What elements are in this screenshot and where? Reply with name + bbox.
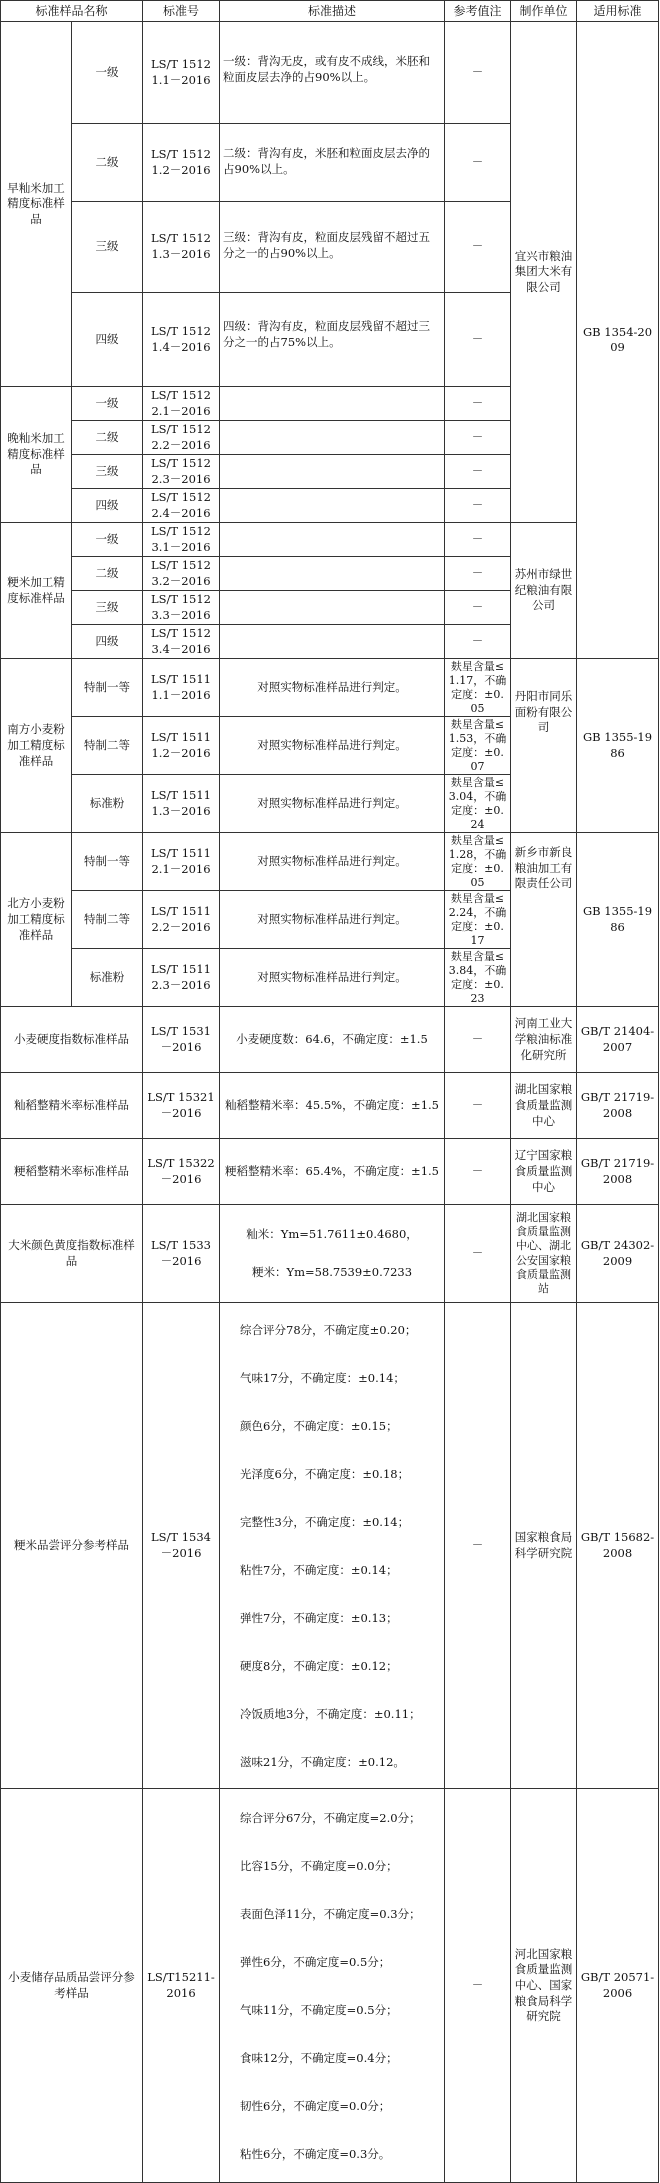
table-row: [1, 22, 659, 124]
grade-cell: 四级: [72, 489, 143, 523]
code-cell: LS/T 15121.1－2016: [143, 22, 220, 124]
applicable-cell: GB/T 21404-2007: [577, 1007, 659, 1073]
applicable-cell: GB 1355-1986: [577, 659, 659, 833]
code-cell: LS/T 15121.2－2016: [143, 124, 220, 202]
table-row: [1, 659, 659, 717]
ref-cell: －: [445, 523, 511, 557]
grade-cell: 标准粉: [72, 949, 143, 1007]
desc-cell: [220, 1205, 445, 1303]
desc-cell: 粳稻整精米率：65.4%，不确定度：±1.5: [220, 1139, 445, 1205]
table-row: [1, 523, 659, 557]
score-line: 弹性7分，不确定度：±0.13；: [240, 1610, 398, 1625]
score-line: 韧性6分，不确定度=0.0分；: [240, 2098, 391, 2113]
grade-cell: 一级: [72, 387, 143, 421]
grade-cell: 特制二等: [72, 891, 143, 949]
score-line: 综合评分67分，不确定度=2.0分；: [240, 1810, 421, 1825]
ref-cell: －: [445, 421, 511, 455]
producer-cell: 辽宁国家粮食质量监测中心: [511, 1139, 577, 1205]
score-line: 粘性7分，不确定度：±0.14；: [240, 1562, 398, 1577]
code-cell: LS/T 15112.2－2016: [143, 891, 220, 949]
ref-cell: －: [445, 591, 511, 625]
desc-cell: [220, 387, 445, 421]
table-row: [1, 833, 659, 891]
code-cell: LS/T 15122.3－2016: [143, 455, 220, 489]
score-line: 表面色泽11分，不确定度=0.3分；: [240, 1906, 421, 1921]
code-cell: LS/T 1533－2016: [143, 1205, 220, 1303]
sample-name-cell: 籼稻整精米率标准样品: [1, 1073, 143, 1139]
code-cell: LS/T 15122.2－2016: [143, 421, 220, 455]
group-name: 早籼米加工精度标准样品: [1, 22, 72, 387]
desc-cell: [220, 1789, 445, 2183]
producer-cell: 苏州市绿世纪粮油有限公司: [511, 523, 577, 659]
code-cell: LS/T 15112.1－2016: [143, 833, 220, 891]
desc-cell: 籼稻整精米率：45.5%，不确定度：±1.5: [220, 1073, 445, 1139]
group-name: 晚籼米加工精度标准样品: [1, 387, 72, 523]
group-name: 南方小麦粉加工精度标准样品: [1, 659, 72, 833]
applicable-cell: GB 1354-2009: [577, 22, 659, 659]
ref-cell: －: [445, 1007, 511, 1073]
desc-cell: [220, 1303, 445, 1789]
ref-cell: －: [445, 625, 511, 659]
applicable-cell: GB 1355-1986: [577, 833, 659, 1007]
desc-cell: [220, 455, 445, 489]
desc-cell: [220, 591, 445, 625]
table-row: [1, 1303, 659, 1789]
desc-cell: 对照实物标准样品进行判定。: [220, 659, 445, 717]
code-cell: LS/T 15123.4－2016: [143, 625, 220, 659]
ref-cell: 麸星含量≤2.24，不确定度：±0.17: [445, 891, 511, 949]
sample-name-cell: 粳稻整精米率标准样品: [1, 1139, 143, 1205]
score-line: 气味17分，不确定度：±0.14；: [240, 1370, 405, 1385]
code-cell: LS/T 15112.3－2016: [143, 949, 220, 1007]
producer-cell: 新乡市新良粮油加工有限责任公司: [511, 833, 577, 1007]
code-cell: LS/T 15111.1－2016: [143, 659, 220, 717]
header-description: 标准描述: [220, 1, 445, 22]
desc-cell: 对照实物标准样品进行判定。: [220, 891, 445, 949]
applicable-cell: GB/T 21719-2008: [577, 1139, 659, 1205]
score-line: 气味11分，不确定度=0.5分；: [240, 2002, 398, 2017]
ref-cell: 麸星含量≤1.17，不确定度：±0.05: [445, 659, 511, 717]
grade-cell: 特制一等: [72, 659, 143, 717]
desc-cell: 小麦硬度数：64.6，不确定度：±1.5: [220, 1007, 445, 1073]
group-name: 粳米加工精度标准样品: [1, 523, 72, 659]
applicable-cell: GB/T 20571-2006: [577, 1789, 659, 2183]
header-producer: 制作单位: [511, 1, 577, 22]
header-reference: 参考值注: [445, 1, 511, 22]
score-line: 粘性6分，不确定度=0.3分。: [240, 2146, 391, 2161]
score-line: 硬度8分，不确定度：±0.12；: [240, 1658, 398, 1673]
header-row: [1, 1, 659, 22]
header-applicable: 适用标准: [577, 1, 659, 22]
grade-cell: 四级: [72, 625, 143, 659]
ref-cell: 麸星含量≤1.28，不确定度：±0.05: [445, 833, 511, 891]
producer-cell: 国家粮食局科学研究院: [511, 1303, 577, 1789]
ref-cell: 麸星含量≤1.53，不确定度：±0.07: [445, 717, 511, 775]
desc-cell: 二级：背沟有皮，米胚和粒面皮层去净的占90%以上。: [220, 124, 445, 202]
score-line: 光泽度6分，不确定度：±0.18；: [240, 1466, 410, 1481]
grade-cell: 三级: [72, 202, 143, 293]
desc-cell: 四级：背沟有皮，粒面皮层残留不超过三分之一的占75%以上。: [220, 293, 445, 387]
table-row: [1, 1789, 659, 2183]
sample-name-cell: 小麦储存品质品尝评分参考样品: [1, 1789, 143, 2183]
applicable-cell: GB/T 24302-2009: [577, 1205, 659, 1303]
grade-cell: 三级: [72, 591, 143, 625]
code-cell: LS/T 1531－2016: [143, 1007, 220, 1073]
code-cell: LS/T 15122.4－2016: [143, 489, 220, 523]
producer-cell: 湖北国家粮食质量监测中心、湖北公安国家粮食质量监测站: [511, 1205, 577, 1303]
ref-cell: －: [445, 1139, 511, 1205]
grade-cell: 四级: [72, 293, 143, 387]
sample-name-cell: 大米颜色黄度指数标准样品: [1, 1205, 143, 1303]
desc-cell: [220, 523, 445, 557]
code-cell: LS/T 15111.2－2016: [143, 717, 220, 775]
score-line: 完整性3分，不确定度：±0.14；: [240, 1514, 410, 1529]
grade-cell: 二级: [72, 557, 143, 591]
code-cell: LS/T 15123.1－2016: [143, 523, 220, 557]
ref-cell: 麸星含量≤3.04，不确定度：±0.24: [445, 775, 511, 833]
code-cell: LS/T 15123.3－2016: [143, 591, 220, 625]
ref-cell: －: [445, 1303, 511, 1789]
ref-cell: －: [445, 22, 511, 124]
header-code: 标准号: [143, 1, 220, 22]
code-cell: LS/T 1534－2016: [143, 1303, 220, 1789]
desc-cell: 对照实物标准样品进行判定。: [220, 717, 445, 775]
producer-cell: 丹阳市同乐面粉有限公司: [511, 659, 577, 833]
grade-cell: 特制二等: [72, 717, 143, 775]
producer-cell: 河南工业大学粮油标准化研究所: [511, 1007, 577, 1073]
header-sample-name: 标准样品名称: [1, 1, 143, 22]
ref-cell: －: [445, 202, 511, 293]
desc-cell: [220, 489, 445, 523]
grade-cell: 二级: [72, 124, 143, 202]
grade-cell: 一级: [72, 523, 143, 557]
applicable-cell: GB/T 21719-2008: [577, 1073, 659, 1139]
score-line: 综合评分78分，不确定度±0.20；: [240, 1322, 417, 1337]
score-line: 食味12分，不确定度=0.4分；: [240, 2050, 398, 2065]
code-cell: LS/T 15122.1－2016: [143, 387, 220, 421]
producer-cell: 湖北国家粮食质量监测中心: [511, 1073, 577, 1139]
desc-cell: [220, 421, 445, 455]
grade-cell: 一级: [72, 22, 143, 124]
ref-cell: 麸星含量≤3.84，不确定度：±0.23: [445, 949, 511, 1007]
grade-cell: 二级: [72, 421, 143, 455]
score-line: 比容15分，不确定度=0.0分；: [240, 1858, 398, 1873]
code-cell: LS/T 15322－2016: [143, 1139, 220, 1205]
applicable-cell: GB/T 15682-2008: [577, 1303, 659, 1789]
desc-cell: 对照实物标准样品进行判定。: [220, 833, 445, 891]
ref-cell: －: [445, 1205, 511, 1303]
table-row: [1, 1139, 659, 1205]
score-line: 弹性6分，不确定度=0.5分；: [240, 1954, 391, 1969]
score-line: 颜色6分，不确定度：±0.15；: [240, 1418, 398, 1433]
code-cell: LS/T 15321－2016: [143, 1073, 220, 1139]
producer-cell: 宜兴市粮油集团大米有限公司: [511, 22, 577, 523]
score-line: 滋味21分，不确定度：±0.12。: [240, 1754, 405, 1769]
producer-cell: 河北国家粮食质量监测中心、国家粮食局科学研究院: [511, 1789, 577, 2183]
ref-cell: －: [445, 489, 511, 523]
sample-name-cell: 小麦硬度指数标准样品: [1, 1007, 143, 1073]
ref-cell: －: [445, 1789, 511, 2183]
ref-cell: －: [445, 557, 511, 591]
desc-cell: [220, 625, 445, 659]
score-line: 冷饭质地3分，不确定度：±0.11；: [240, 1706, 421, 1721]
desc-cell: 对照实物标准样品进行判定。: [220, 949, 445, 1007]
table-row: [1, 1007, 659, 1073]
ref-cell: －: [445, 455, 511, 489]
desc-cell: 三级：背沟有皮，粒面皮层残留不超过五分之一的占90%以上。: [220, 202, 445, 293]
code-cell: LS/T15211-2016: [143, 1789, 220, 2183]
desc-cell: 对照实物标准样品进行判定。: [220, 775, 445, 833]
desc-line: 粳米：Ym=58.7539±0.7233: [251, 1264, 413, 1279]
grade-cell: 特制一等: [72, 833, 143, 891]
code-cell: LS/T 15121.4－2016: [143, 293, 220, 387]
ref-cell: －: [445, 387, 511, 421]
table-row: [1, 1073, 659, 1139]
ref-cell: －: [445, 1073, 511, 1139]
grade-cell: 三级: [72, 455, 143, 489]
group-name: 北方小麦粉加工精度标准样品: [1, 833, 72, 1007]
code-cell: LS/T 15123.2－2016: [143, 557, 220, 591]
ref-cell: －: [445, 124, 511, 202]
grade-cell: 标准粉: [72, 775, 143, 833]
code-cell: LS/T 15111.3－2016: [143, 775, 220, 833]
desc-cell: [220, 557, 445, 591]
desc-line: 籼米：Ym=51.7611±0.4680，: [246, 1227, 418, 1242]
code-cell: LS/T 15121.3－2016: [143, 202, 220, 293]
table-row: [1, 1205, 659, 1303]
sample-name-cell: 粳米品尝评分参考样品: [1, 1303, 143, 1789]
desc-cell: 一级：背沟无皮，或有皮不成线，米胚和粒面皮层去净的占90%以上。: [220, 22, 445, 124]
ref-cell: －: [445, 293, 511, 387]
